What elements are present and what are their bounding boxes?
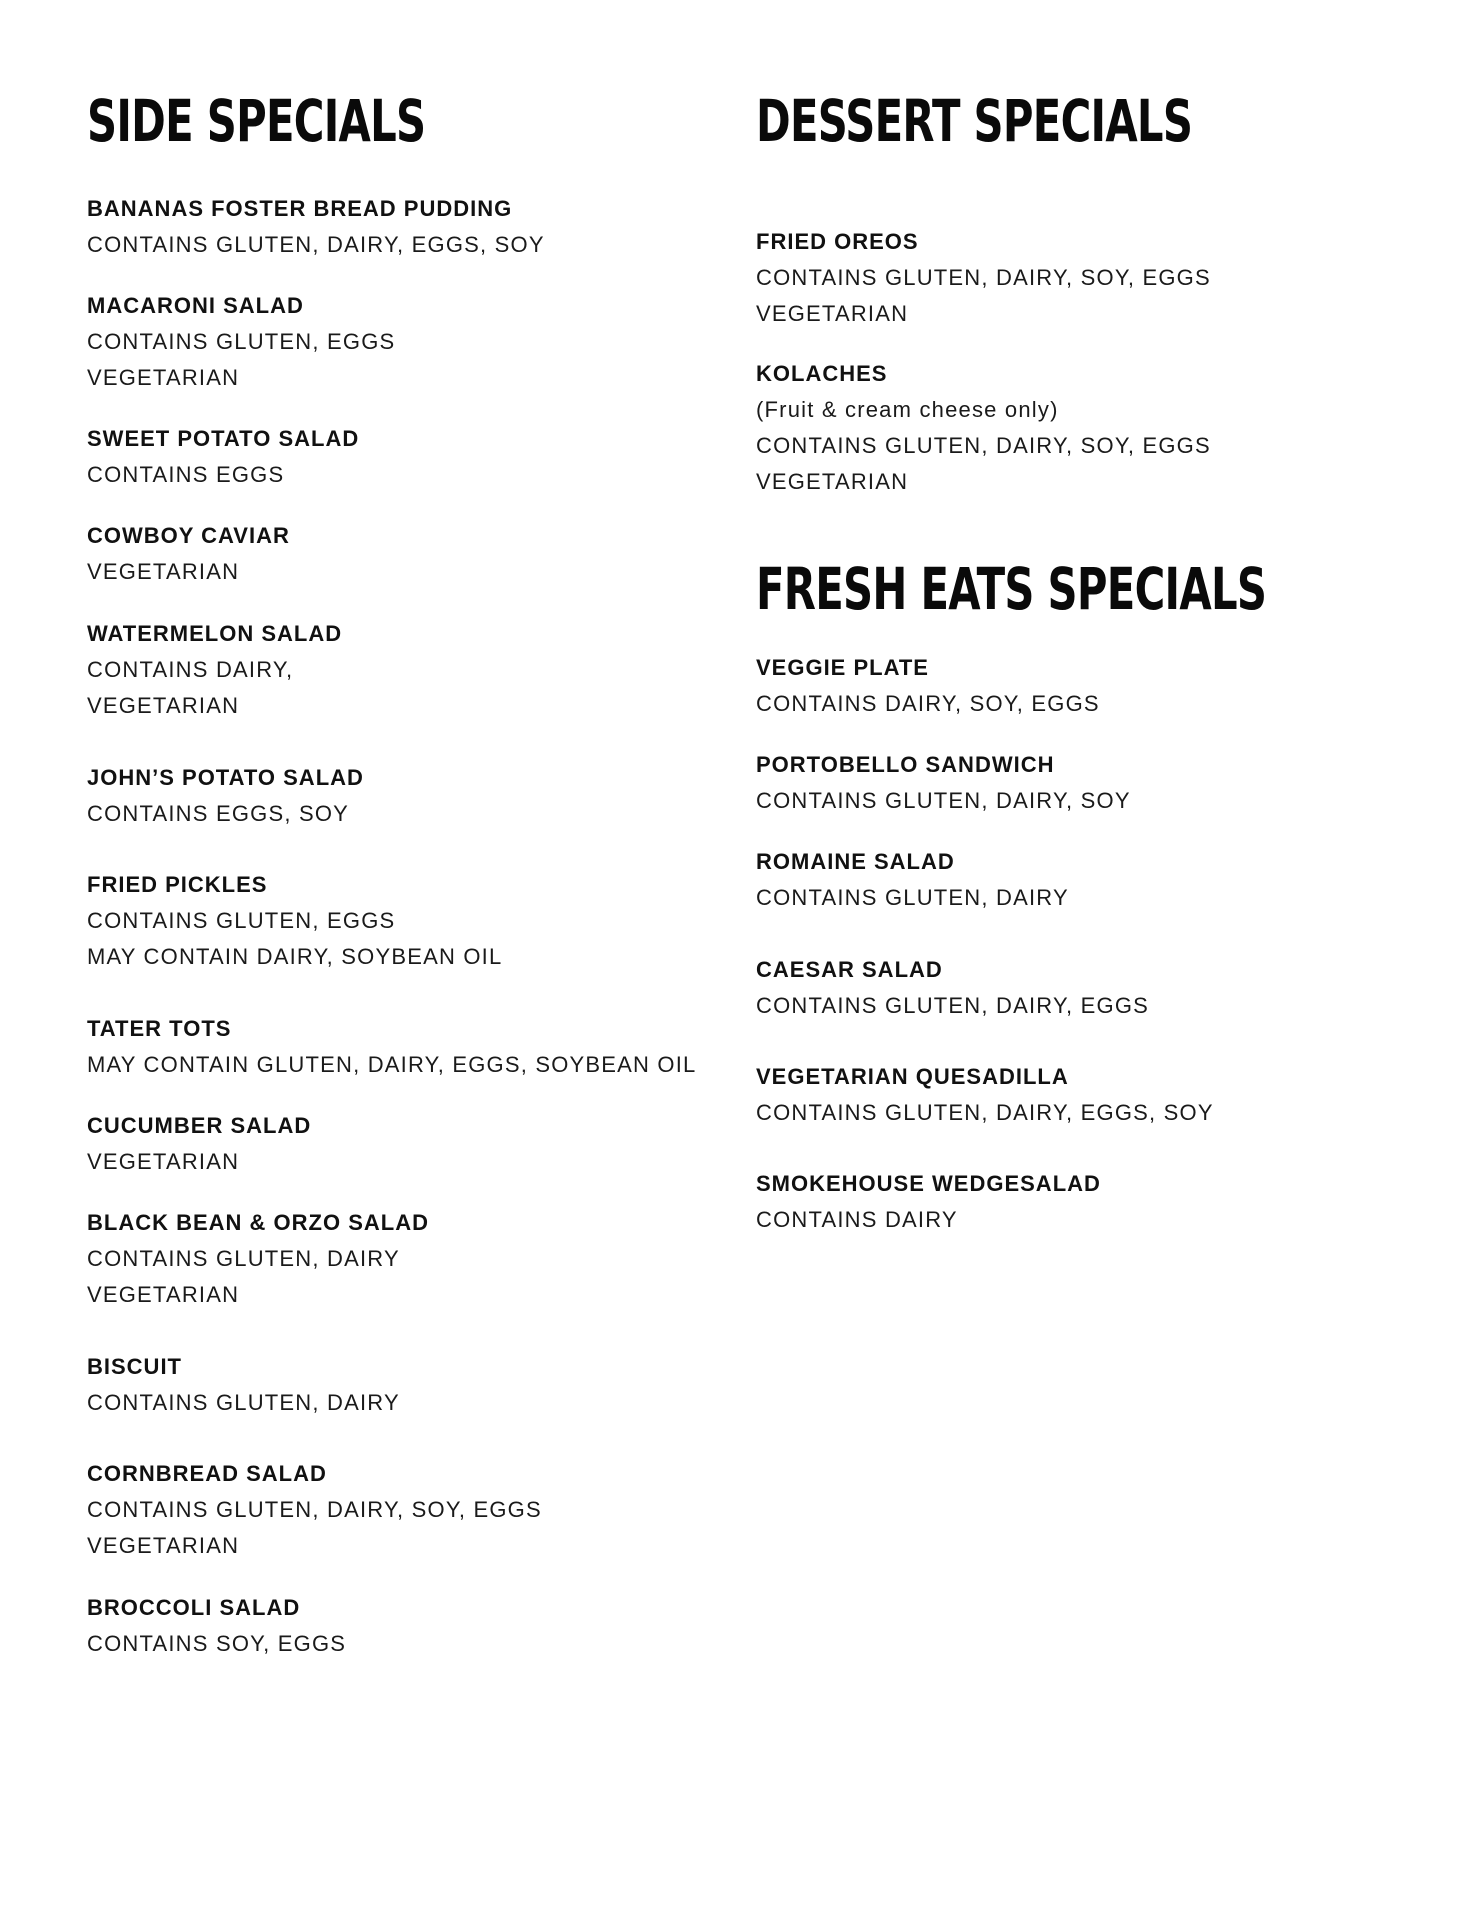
menu-item-allergen-line: MAY CONTAIN GLUTEN, DAIRY, EGGS, SOYBEAN OIL	[87, 1052, 697, 1077]
menu-item-allergen-line: VEGETARIAN	[87, 559, 240, 584]
menu-item	[756, 1166, 1101, 1238]
menu-item-allergen-line: CONTAINS EGGS, SOY	[87, 801, 350, 826]
menu-item-name: COWBOY CAVIAR	[87, 523, 290, 548]
menu-item-name: MACARONI SALAD	[87, 293, 304, 318]
menu-item-allergen-line: VEGETARIAN	[756, 469, 909, 494]
menu-item-allergen-line: CONTAINS GLUTEN, DAIRY, SOY	[756, 788, 1131, 813]
menu-item	[87, 1349, 400, 1421]
menu-item	[87, 421, 359, 493]
menu-item-allergen-line: MAY CONTAIN DAIRY, SOYBEAN OIL	[87, 944, 503, 969]
menu-item-allergen-line: CONTAINS GLUTEN, DAIRY	[87, 1246, 400, 1271]
menu-item	[756, 844, 1069, 916]
menu-item	[87, 1205, 429, 1313]
menu-item-name: FRIED PICKLES	[87, 872, 268, 897]
menu-item-name: ROMAINE SALAD	[756, 849, 955, 874]
menu-item	[87, 191, 545, 263]
menu-item-allergen-line: CONTAINS GLUTEN, DAIRY, SOY, EGGS	[87, 1497, 542, 1522]
menu-item	[756, 1059, 1214, 1131]
fresh-eats-specials-heading: FRESH EATS SPECIALS	[756, 555, 1267, 623]
menu-item-allergen-line: CONTAINS GLUTEN, DAIRY, SOY, EGGS	[756, 265, 1211, 290]
menu-item	[87, 867, 502, 975]
menu-item-allergen-line: CONTAINS GLUTEN, EGGS	[87, 329, 396, 354]
menu-item-allergen-line: CONTAINS DAIRY	[756, 1207, 958, 1232]
menu-item	[87, 760, 364, 832]
menu-item-name: PORTOBELLO SANDWICH	[756, 752, 1055, 777]
menu-item	[756, 224, 1211, 332]
menu-item-allergen-line: CONTAINS GLUTEN, DAIRY, EGGS	[756, 993, 1150, 1018]
menu-item-name: BANANAS FOSTER BREAD PUDDING	[87, 196, 513, 221]
menu-item-name: BLACK BEAN & ORZO SALAD	[87, 1210, 429, 1235]
menu-item-allergen-line: CONTAINS GLUTEN, DAIRY, SOY, EGGS	[756, 433, 1211, 458]
side-specials-heading: SIDE SPECIALS	[87, 87, 426, 155]
menu-item	[87, 1108, 311, 1180]
menu-item	[756, 747, 1131, 819]
dessert-specials-heading: DESSERT SPECIALS	[756, 87, 1193, 155]
menu-item-name: CUCUMBER SALAD	[87, 1113, 312, 1138]
menu-item-name: CORNBREAD SALAD	[87, 1461, 327, 1486]
menu-item	[756, 650, 1100, 722]
menu-item	[87, 1590, 346, 1662]
menu-item-allergen-line: CONTAINS DAIRY,	[87, 657, 294, 682]
menu-item-name: TATER TOTS	[87, 1016, 232, 1041]
menu-item	[87, 616, 342, 724]
menu-item-allergen-line: VEGETARIAN	[87, 1533, 240, 1558]
menu-item-allergen-line: CONTAINS GLUTEN, EGGS	[87, 908, 396, 933]
menu-item	[756, 952, 1149, 1024]
menu-item-allergen-line: VEGETARIAN	[756, 301, 909, 326]
menu-item-name: BROCCOLI SALAD	[87, 1595, 301, 1620]
menu-item-name: JOHN’S POTATO SALAD	[87, 765, 364, 790]
menu-item-name: VEGGIE PLATE	[756, 655, 929, 680]
menu-item-allergen-line: CONTAINS GLUTEN, DAIRY, EGGS, SOY	[87, 232, 545, 257]
menu-item-name: FRIED OREOS	[756, 229, 919, 254]
menu-item-name: BISCUIT	[87, 1354, 182, 1379]
menu-item	[87, 288, 395, 396]
menu-item-allergen-line: VEGETARIAN	[87, 1282, 240, 1307]
menu-item-name: SWEET POTATO SALAD	[87, 426, 360, 451]
menu-item-name: WATERMELON SALAD	[87, 621, 343, 646]
menu-item-name: CAESAR SALAD	[756, 957, 943, 982]
menu-item-allergen-line: CONTAINS GLUTEN, DAIRY	[756, 885, 1069, 910]
menu-item-allergen-line: CONTAINS SOY, EGGS	[87, 1631, 347, 1656]
menu-item-allergen-line: VEGETARIAN	[87, 1149, 240, 1174]
menu-item	[756, 356, 1211, 500]
menu-item-allergen-line: VEGETARIAN	[87, 693, 240, 718]
menu-item-name: SMOKEHOUSE WEDGESALAD	[756, 1171, 1101, 1196]
menu-item	[87, 1011, 696, 1083]
menu-item-allergen-line: (Fruit & cream cheese only)	[756, 397, 1059, 422]
menu-item-allergen-line: VEGETARIAN	[87, 365, 240, 390]
menu-item-allergen-line: CONTAINS GLUTEN, DAIRY	[87, 1390, 400, 1415]
menu-item	[87, 1456, 542, 1564]
menu-item-allergen-line: CONTAINS DAIRY, SOY, EGGS	[756, 691, 1100, 716]
menu-item-name: KOLACHES	[756, 361, 888, 386]
menu-item-name: VEGETARIAN QUESADILLA	[756, 1064, 1069, 1089]
menu-item-allergen-line: CONTAINS GLUTEN, DAIRY, EGGS, SOY	[756, 1100, 1214, 1125]
menu-item-allergen-line: CONTAINS EGGS	[87, 462, 285, 487]
menu-item	[87, 518, 290, 590]
